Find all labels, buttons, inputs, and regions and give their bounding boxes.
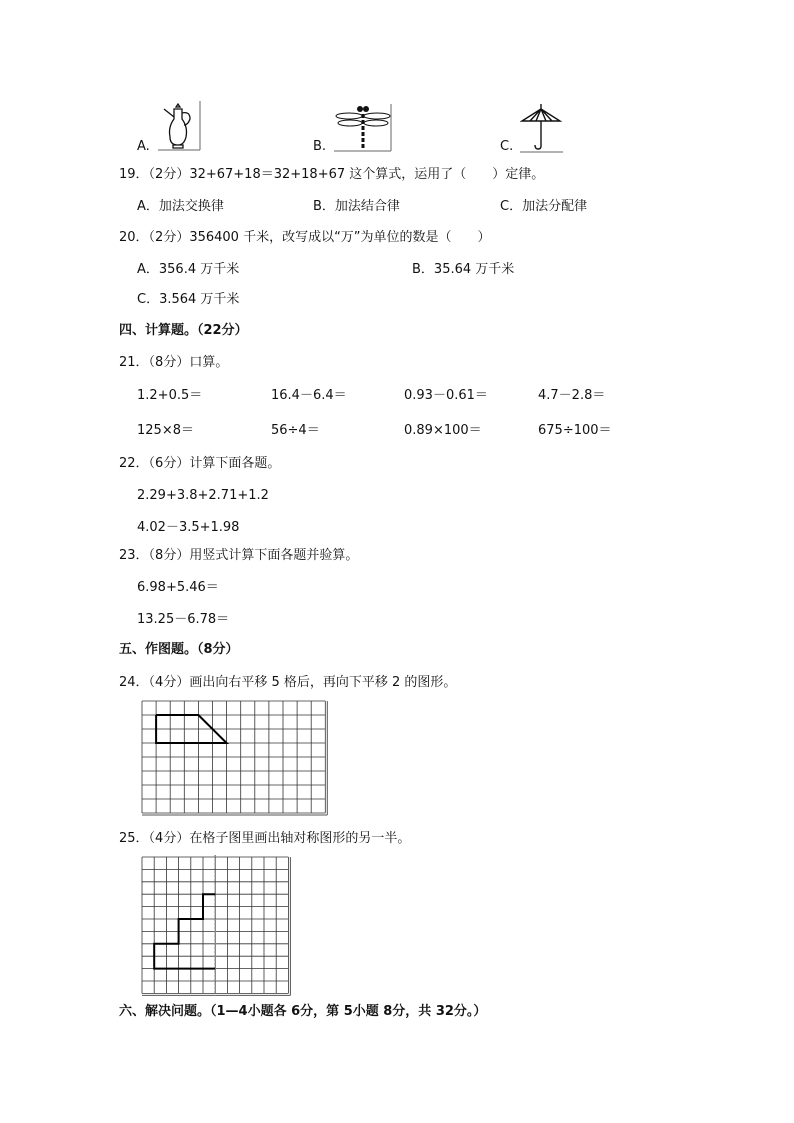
q23-item: 13.25－6.78＝ — [137, 612, 230, 627]
q22-item: 4.02－3.5+1.98 — [137, 520, 240, 535]
q21-item: 1.2+0.5＝ — [137, 388, 203, 403]
q25-stem: 25．（4分）在格子图里画出轴对称图形的另一半。 — [119, 831, 411, 846]
q21-stem: 21．（8分）口算。 — [119, 355, 229, 370]
q20-option-b: B．35.64 万千米 — [412, 262, 515, 277]
q19-option-b: B．加法结合律 — [313, 199, 400, 214]
option-b-label: B. — [313, 139, 327, 154]
q22-stem: 22．（6分）计算下面各题。 — [119, 456, 281, 471]
q21-item: 0.93－0.61＝ — [404, 388, 488, 403]
q23-item: 6.98+5.46＝ — [137, 580, 219, 595]
q22-item: 2.29+3.8+2.71+1.2 — [137, 488, 269, 503]
q20-stem: 20．（2分）356400 千米，改写成以“万”为单位的数是（ ） — [119, 230, 491, 245]
umbrella-image — [520, 101, 564, 153]
q21-item: 4.7－2.8＝ — [538, 388, 606, 403]
q21-item: 675÷100＝ — [538, 423, 612, 438]
q20-option-c: C．3.564 万千米 — [137, 292, 240, 307]
q21-item: 16.4－6.4＝ — [271, 388, 347, 403]
section-4-heading: 四、计算题。（22分） — [119, 323, 248, 338]
teapot-image — [158, 101, 202, 151]
dragonfly-image — [334, 104, 392, 152]
section-6-heading: 六、解决问题。（1—4小题各 6分，第 5小题 8分，共 32分。） — [119, 1004, 487, 1019]
q21-item: 125×8＝ — [137, 423, 194, 438]
q23-stem: 23．（8分）用竖式计算下面各题并验算。 — [119, 548, 359, 563]
q19-option-a: A．加法交换律 — [137, 199, 224, 214]
q21-item: 0.89×100＝ — [404, 423, 482, 438]
q19-option-c: C．加法分配律 — [500, 199, 588, 214]
symmetry-grid — [140, 855, 292, 999]
q24-stem: 24．（4分）画出向右平移 5 格后，再向下平移 2 的图形。 — [119, 675, 457, 690]
q19-stem: 19．（2分）32+67+18＝32+18+67 这个算式，运用了（ ）定律。 — [119, 167, 545, 182]
section-5-heading: 五、作图题。（8分） — [119, 642, 239, 657]
q20-option-a: A．356.4 万千米 — [137, 262, 240, 277]
translation-grid — [140, 699, 330, 819]
option-a-label: A. — [137, 139, 150, 154]
option-c-label: C. — [500, 139, 514, 154]
q21-item: 56÷4＝ — [271, 423, 320, 438]
